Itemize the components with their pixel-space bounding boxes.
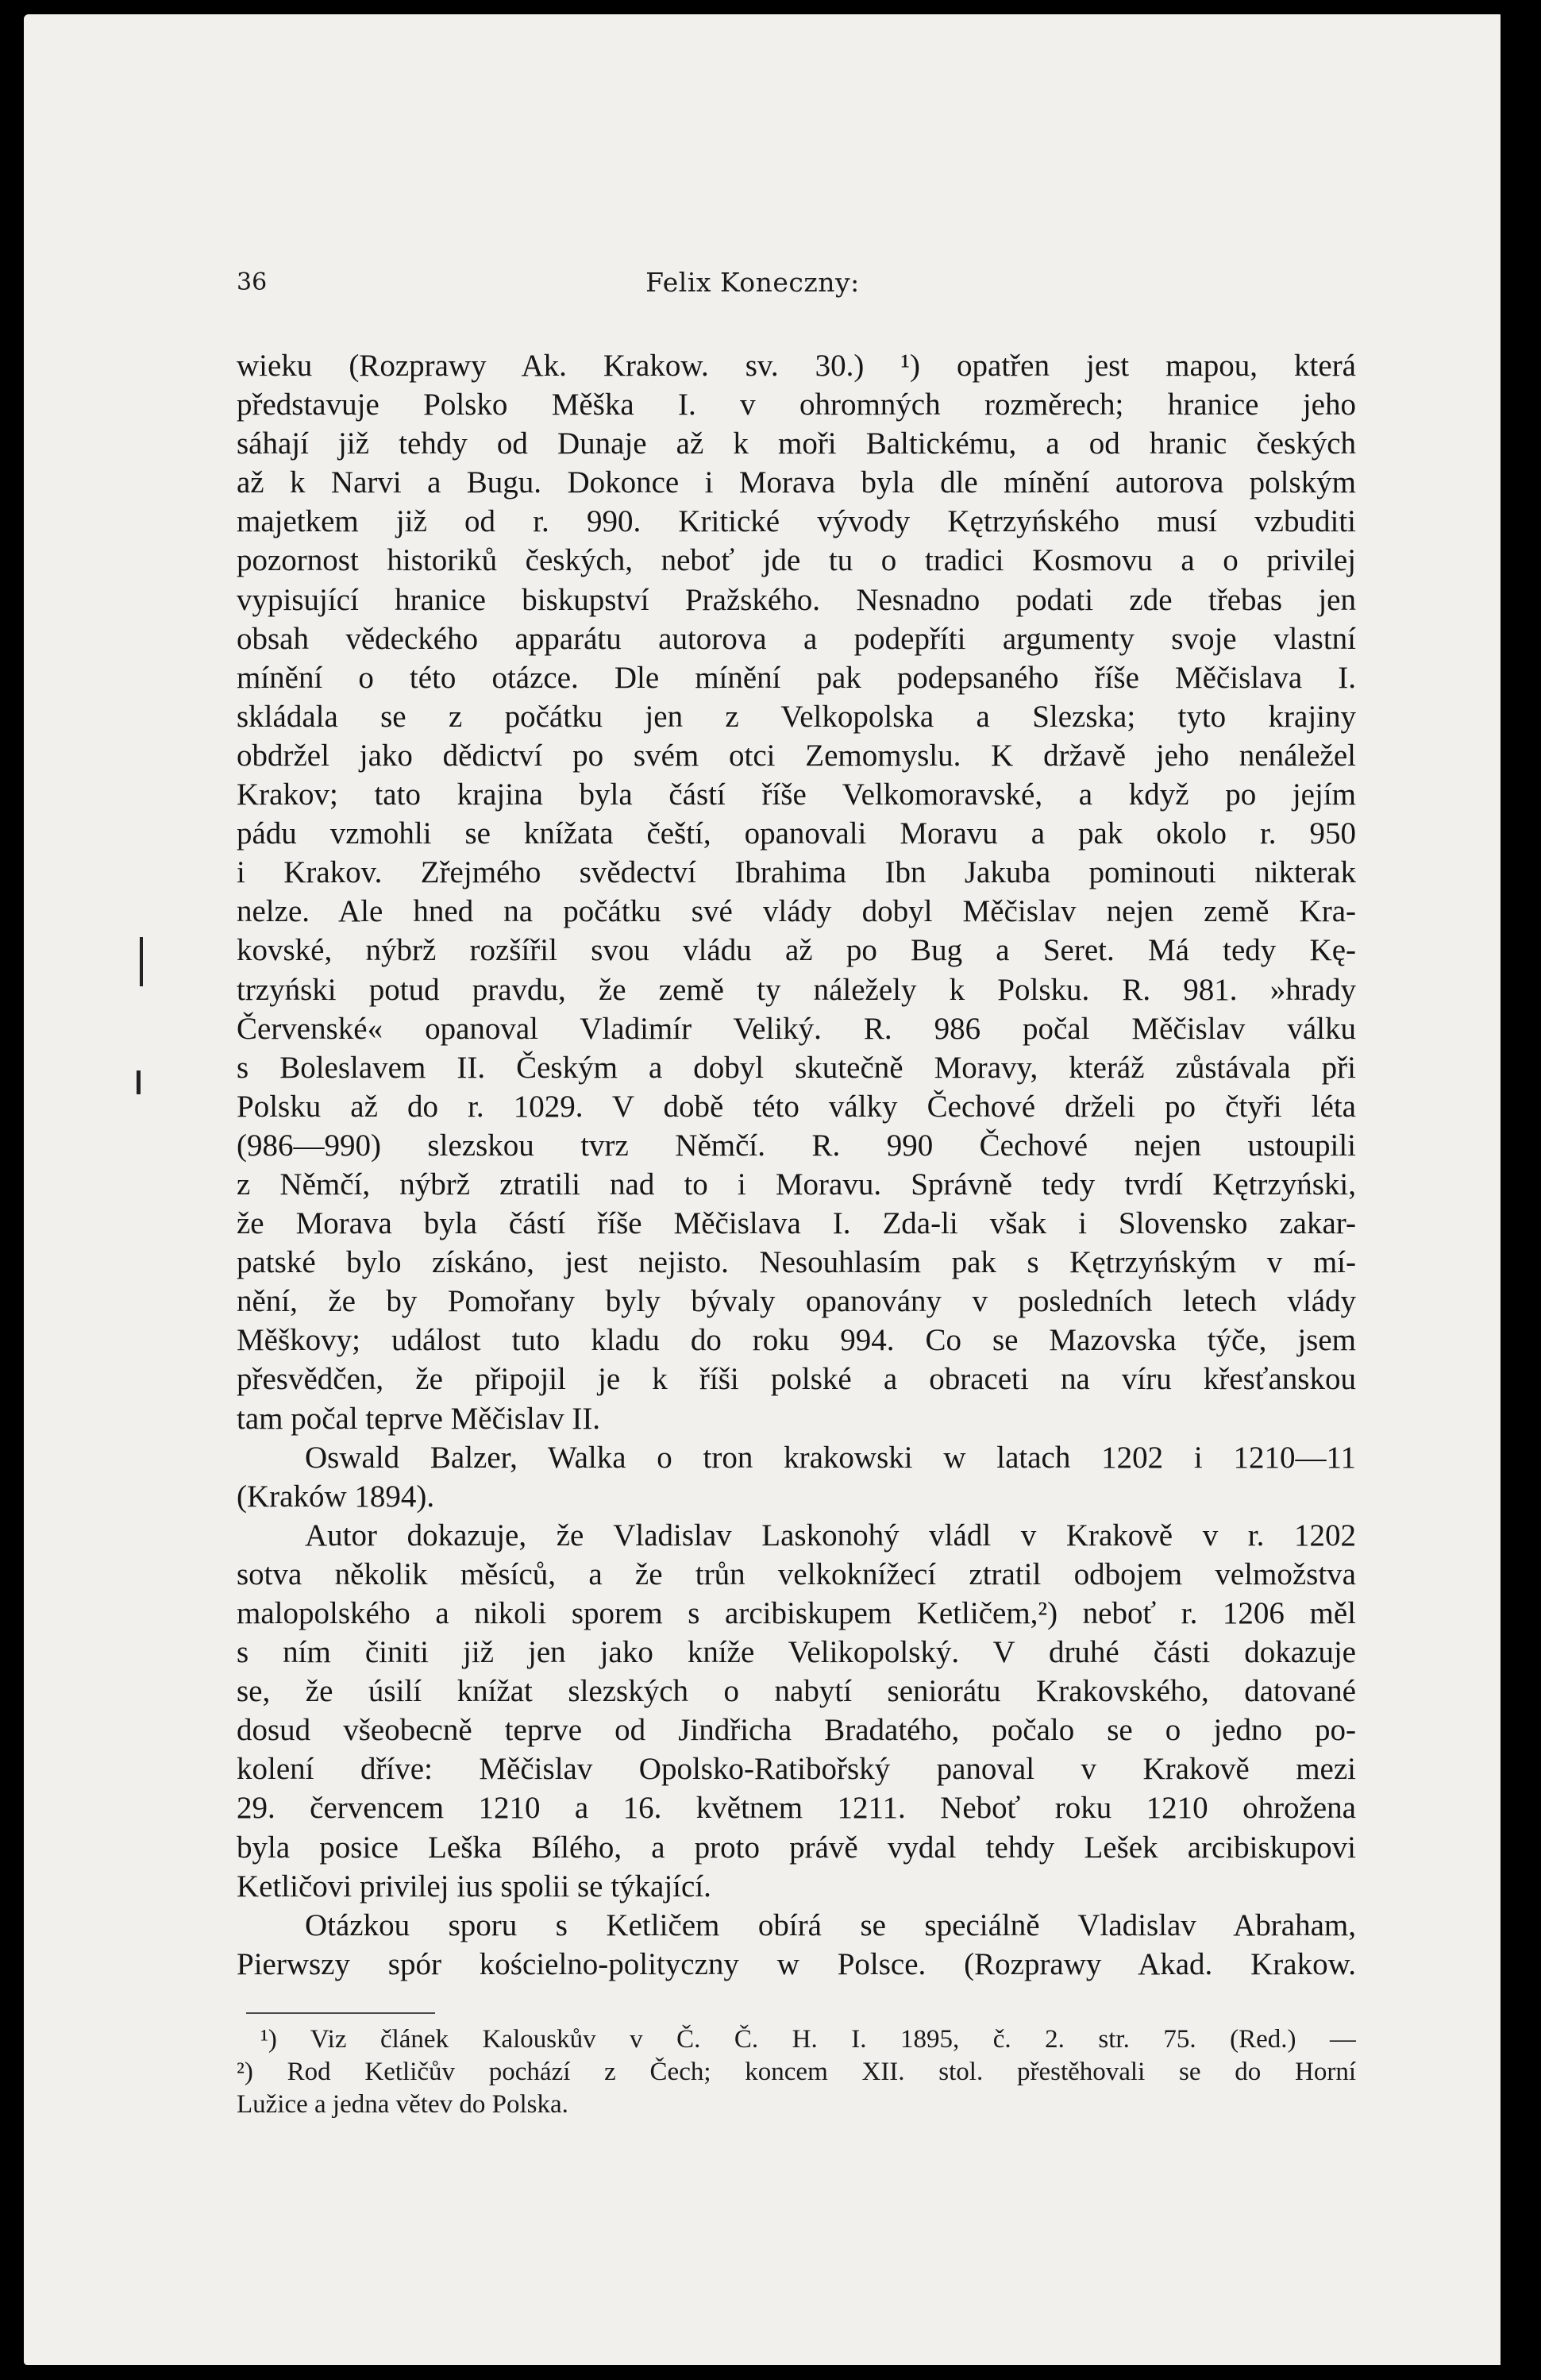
paragraph-1 — [237, 346, 1356, 1438]
text-line: skládala se z počátku jen z Velkopolska a Slezska; tyto krajiny — [237, 699, 1356, 734]
text-line: Autor dokazuje, že Vladislav Laskonohý vládl v Krakově v r. 1202 — [305, 1518, 1356, 1553]
paragraph-4 — [237, 1906, 1356, 1984]
text-line: nění, že by Pomořany byly bývaly opanovány v posledních letech vlády — [237, 1284, 1356, 1319]
text-line: z Němčí, nýbrž ztratili nad to i Moravu. Správně tedy tvrdí Kętrzyński, — [237, 1167, 1356, 1202]
text-line: přesvědčen, že připojil je k říši polské a obraceti na víru křesťanskou — [237, 1362, 1356, 1397]
text-line: nelze. Ale hned na počátku své vlády dobyl Měčislav nejen země Kra- — [237, 894, 1356, 929]
footnote-line: ¹) Viz článek Kalouskův v Č. Č. H. I. 1895, č. 2. str. 75. (Red.) — — [260, 2025, 1356, 2054]
text-line: Krakov; tato krajina byla částí říše Velkomoravské, a když po jejím — [237, 777, 1356, 812]
page-edge-shadow — [1501, 0, 1541, 2380]
text-line: vypisující hranice biskupství Pražského. Nesnadno podati zde třebas jen — [237, 582, 1356, 617]
text-line: pádu vzmohli se knížata čeští, opanovali Moravu a pak okolo r. 950 — [237, 816, 1356, 851]
footnote-divider — [246, 2012, 435, 2014]
text-line: Otázkou sporu s Ketličem obírá se speciálně Vladislav Abraham, — [305, 1907, 1356, 1942]
margin-mark — [137, 1070, 141, 1094]
text-line: že Morava byla částí říše Měčislava I. Zda-li však i Slovensko zakar- — [237, 1206, 1356, 1241]
text-line: s Boleslavem II. Českým a dobyl skutečně Moravy, kteráž zůstávala při — [237, 1050, 1356, 1085]
text-line: patské bylo získáno, jest nejisto. Nesouhlasím pak s Kętrzyńským v mí- — [237, 1245, 1356, 1280]
text-line: mínění o této otázce. Dle mínění pak podepsaného říše Měčislava I. — [237, 660, 1356, 695]
text-line: i Krakov. Zřejmého svědectví Ibrahima Ibn Jakuba pominouti nikterak — [237, 855, 1356, 890]
text-line: se, že úsilí knížat slezských o nabytí seniorátu Krakovského, datované — [237, 1674, 1356, 1709]
footnotes — [237, 2023, 1356, 2121]
footnote-line: ²) Rod Ketličův pochází z Čech; koncem XII. stol. přestěhovali se do Horní — [237, 2058, 1356, 2086]
text-line: Ketličovi privilej ius spolii se týkající. — [237, 1869, 711, 1904]
running-title: Felix Koneczny: — [645, 267, 860, 298]
body-text — [237, 346, 1356, 1984]
text-line: 29. červencem 1210 a 16. květnem 1211. Neboť roku 1210 ohrožena — [237, 1791, 1356, 1826]
text-line: malopolského a nikoli sporem s arcibiskupem Ketličem,²) neboť r. 1206 měl — [237, 1596, 1356, 1630]
page-number: 36 — [237, 268, 268, 296]
text-line: kovské, nýbrž rozšířil svou vládu až po Bug a Seret. Má tedy Kę- — [237, 933, 1356, 968]
text-line: kolení dříve: Měčislav Opolsko-Ratibořský panoval v Krakově mezi — [237, 1752, 1356, 1787]
text-line: Polsku až do r. 1029. V době této války Čechové drželi po čtyři léta — [237, 1089, 1356, 1124]
page-header — [237, 265, 1332, 313]
footnote-line: Lužice a jedna větev do Polska. — [237, 2090, 568, 2119]
paragraph-3 — [237, 1516, 1356, 1906]
text-line: Pierwszy spór kościelno-polityczny w Polsce. (Rozprawy Akad. Krakow. — [237, 1946, 1356, 1981]
text-line: představuje Polsko Měška I. v ohromných rozměrech; hranice jeho — [237, 388, 1356, 422]
paragraph-2 — [237, 1438, 1356, 1516]
text-line: byla posice Leška Bílého, a proto právě vydal tehdy Lešek arcibiskupovi — [237, 1830, 1356, 1865]
text-line: s ním činiti již jen jako kníže Velikopolský. V druhé části dokazuje — [237, 1635, 1356, 1670]
text-line: trzyński potud pravdu, že země ty náležely k Polsku. R. 981. »hrady — [237, 972, 1356, 1007]
text-line: pozornost historiků českých, neboť jde tu o tradici Kosmovu a o privilej — [237, 543, 1356, 578]
text-line: Červenské« opanoval Vladimír Veliký. R. 986 počal Měčislav válku — [237, 1011, 1356, 1046]
text-line: Měškovy; událost tuto kladu do roku 994. Co se Mazovska týče, jsem — [237, 1323, 1356, 1358]
text-line: sáhají již tehdy od Dunaje až k moři Baltickému, a od hranic českých — [237, 426, 1356, 461]
text-line: Oswald Balzer, Walka o tron krakowski w latach 1202 i 1210—11 — [305, 1440, 1356, 1475]
text-line: (Kraków 1894). — [237, 1479, 435, 1514]
text-line: až k Narvi a Bugu. Dokonce i Morava byla dle mínění autorova polským — [237, 465, 1356, 500]
text-line: wieku (Rozprawy Ak. Krakow. sv. 30.) ¹) opatřen jest mapou, která — [237, 349, 1356, 383]
text-line: obsah vědeckého apparátu autorova a podepříti argumenty svoje vlastní — [237, 621, 1356, 656]
text-line: dosud všeobecně teprve od Jindřicha Bradatého, počalo se o jedno po- — [237, 1713, 1356, 1748]
text-line: obdržel jako dědictví po svém otci Zemomyslu. K državě jeho nenáležel — [237, 738, 1356, 773]
text-line: tam počal teprve Měčislav II. — [237, 1401, 601, 1436]
text-line: majetkem již od r. 990. Kritické vývody Kętrzyńského musí vzbuditi — [237, 504, 1356, 539]
margin-mark — [140, 937, 143, 986]
text-line: sotva několik měsíců, a že trůn velkoknížecí ztratil odbojem velmožstva — [237, 1556, 1356, 1591]
text-line: (986—990) slezskou tvrz Němčí. R. 990 Čechové nejen ustoupili — [237, 1128, 1356, 1163]
